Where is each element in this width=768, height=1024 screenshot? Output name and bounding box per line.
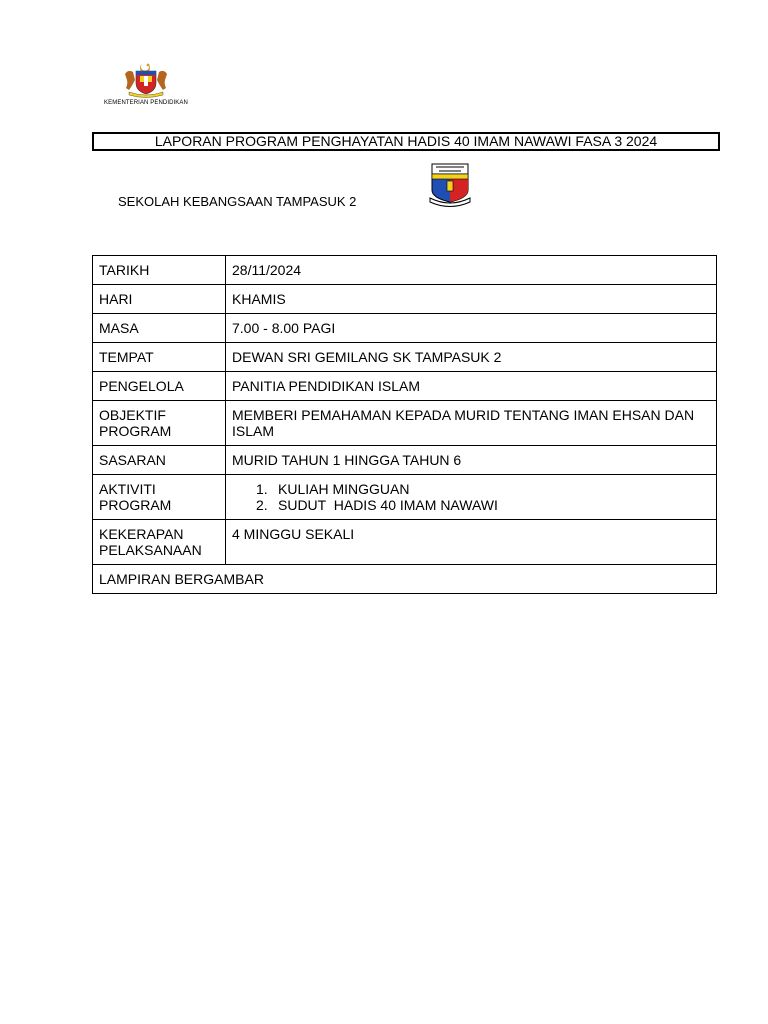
- row-label: OBJEKTIF PROGRAM: [93, 401, 226, 446]
- row-label: MASA: [93, 314, 226, 343]
- table-row: [93, 446, 717, 475]
- table-row: [93, 343, 717, 372]
- row-value: 7.00 - 8.00 PAGI: [226, 314, 717, 343]
- report-title: LAPORAN PROGRAM PENGHAYATAN HADIS 40 IMAM NAWAWI FASA 3 2024: [92, 132, 720, 151]
- report-table: [92, 255, 717, 594]
- row-label: PENGELOLA: [93, 372, 226, 401]
- row-label: KEKERAPAN PELAKSANAAN: [93, 520, 226, 565]
- ministry-logo: [104, 62, 188, 112]
- row-value: KHAMIS: [226, 285, 717, 314]
- list-item: [256, 497, 710, 513]
- row-label: TEMPAT: [93, 343, 226, 372]
- table-row: [93, 520, 717, 565]
- table-row: [93, 314, 717, 343]
- school-crest-icon: [427, 162, 473, 208]
- row-label: HARI: [93, 285, 226, 314]
- school-badge: [427, 162, 473, 213]
- row-value: 4 MINGGU SEKALI: [226, 520, 717, 565]
- table-row: [93, 475, 717, 520]
- list-number: 1.: [256, 481, 268, 497]
- row-value: 28/11/2024: [226, 256, 717, 285]
- attachment-row: LAMPIRAN BERGAMBAR: [93, 565, 717, 594]
- row-value: PANITIA PENDIDIKAN ISLAM: [226, 372, 717, 401]
- table-row: [93, 285, 717, 314]
- table-row: [93, 565, 717, 594]
- ministry-name: KEMENTERIAN PENDIDIKAN: [104, 100, 188, 106]
- list-item: [256, 481, 710, 497]
- row-label: TARIKH: [93, 256, 226, 285]
- row-value: MURID TAHUN 1 HINGGA TAHUN 6: [226, 446, 717, 475]
- row-value: DEWAN SRI GEMILANG SK TAMPASUK 2: [226, 343, 717, 372]
- row-value: [226, 475, 717, 520]
- list-number: 2.: [256, 497, 268, 513]
- row-label: SASARAN: [93, 446, 226, 475]
- row-label: AKTIVITI PROGRAM: [93, 475, 226, 520]
- school-name: SEKOLAH KEBANGSAAN TAMPASUK 2: [118, 194, 357, 209]
- coat-of-arms-icon: [121, 62, 171, 98]
- list-text: KULIAH MINGGUAN: [278, 481, 410, 497]
- table-row: [93, 256, 717, 285]
- list-text: SUDUT HADIS 40 IMAM NAWAWI: [278, 497, 498, 513]
- table-row: [93, 372, 717, 401]
- row-value: MEMBERI PEMAHAMAN KEPADA MURID TENTANG IMAN EHSAN DAN ISLAM: [226, 401, 717, 446]
- activity-list: [232, 481, 710, 513]
- table-row: [93, 401, 717, 446]
